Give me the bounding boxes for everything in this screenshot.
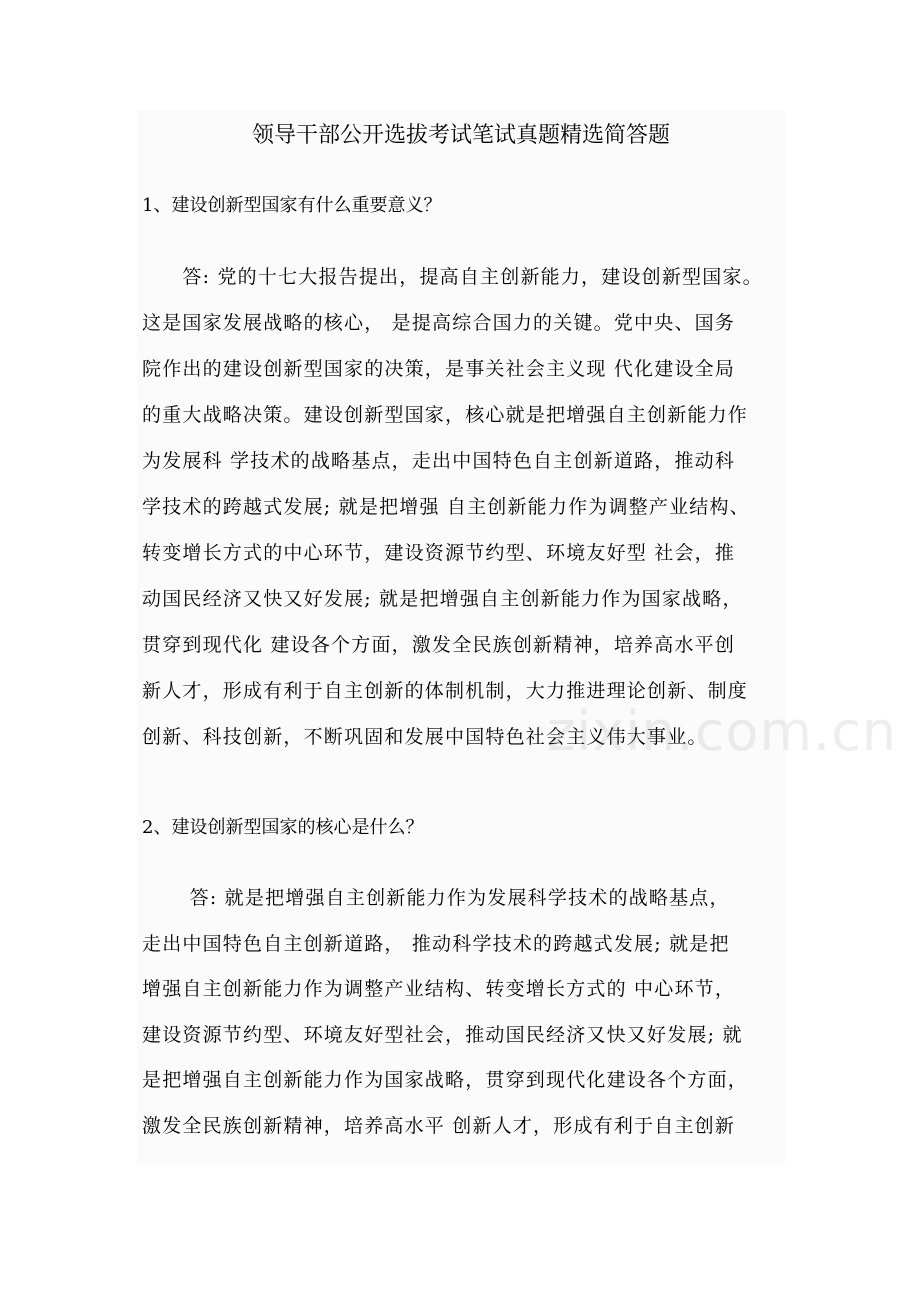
answer-line: 院作出的建设创新型国家的决策，是事关社会主义现 代化建设全局 — [142, 358, 736, 380]
answer-line: 的重大战略决策。建设创新型国家，核心就是把增强自主创新能力作 — [142, 404, 749, 426]
answer-line: 创新、科技创新，不断巩固和发展中国特色社会主义伟大事业。 — [142, 726, 708, 748]
answer-line: 答: 党的十七大报告提出，提高自主创新能力，建设创新型国家。 — [142, 266, 763, 288]
question-1: 1、建设创新型国家有什么重要意义？ — [142, 195, 442, 216]
answer-line: 为发展科 学技术的战略基点，走出中国特色自主创新道路，推动科 — [142, 450, 736, 472]
watermark: zixin.com.cn — [547, 700, 898, 763]
answer-line: 走出中国特色自主创新道路， 推动科学技术的跨越式发展; 就是把 — [142, 932, 730, 955]
question-2: 2、建设创新型国家的核心是什么？ — [142, 817, 424, 838]
answer-line: 转变增长方式的中心环节，建设资源节约型、环境友好型 社会，推 — [142, 542, 736, 564]
answer-line: 这是国家发展战略的核心， 是提高综合国力的关键。党中央、国务 — [142, 312, 736, 334]
answer-line: 贯穿到现代化 建设各个方面，激发全民族创新精神，培养高水平创 — [142, 634, 736, 656]
answer-line: 是把增强自主创新能力作为国家战略，贯穿到现代化建设各个方面， — [142, 1069, 749, 1092]
answer-line: 学技术的跨越式发展; 就是把增强 自主创新能力作为调整产业结构、 — [142, 496, 750, 518]
answer-line: 答: 就是把增强自主创新能力作为发展科学技术的战略基点， — [142, 887, 730, 909]
answer-line: 动国民经济又快又好发展; 就是把增强自主创新能力作为国家战略， — [142, 588, 743, 610]
answer-line: 新人才，形成有利于自主创新的体制机制，大力推进理论创新、制度 — [142, 680, 749, 702]
answer-2 — [142, 876, 782, 1150]
answer-1 — [142, 254, 782, 760]
answer-line: 建设资源节约型、环境友好型社会，推动国民经济又快又好发展; 就 — [142, 1023, 743, 1046]
document-title: 领导干部公开选拔考试笔试真题精选简答题 — [251, 123, 670, 148]
answer-line: 激发全民族创新精神，培养高水平 创新人才，形成有利于自主创新 — [142, 1114, 736, 1137]
answer-line: 增强自主创新能力作为调整产业结构、转变增长方式的 中心环节， — [142, 978, 736, 1001]
document-page — [137, 110, 898, 1165]
